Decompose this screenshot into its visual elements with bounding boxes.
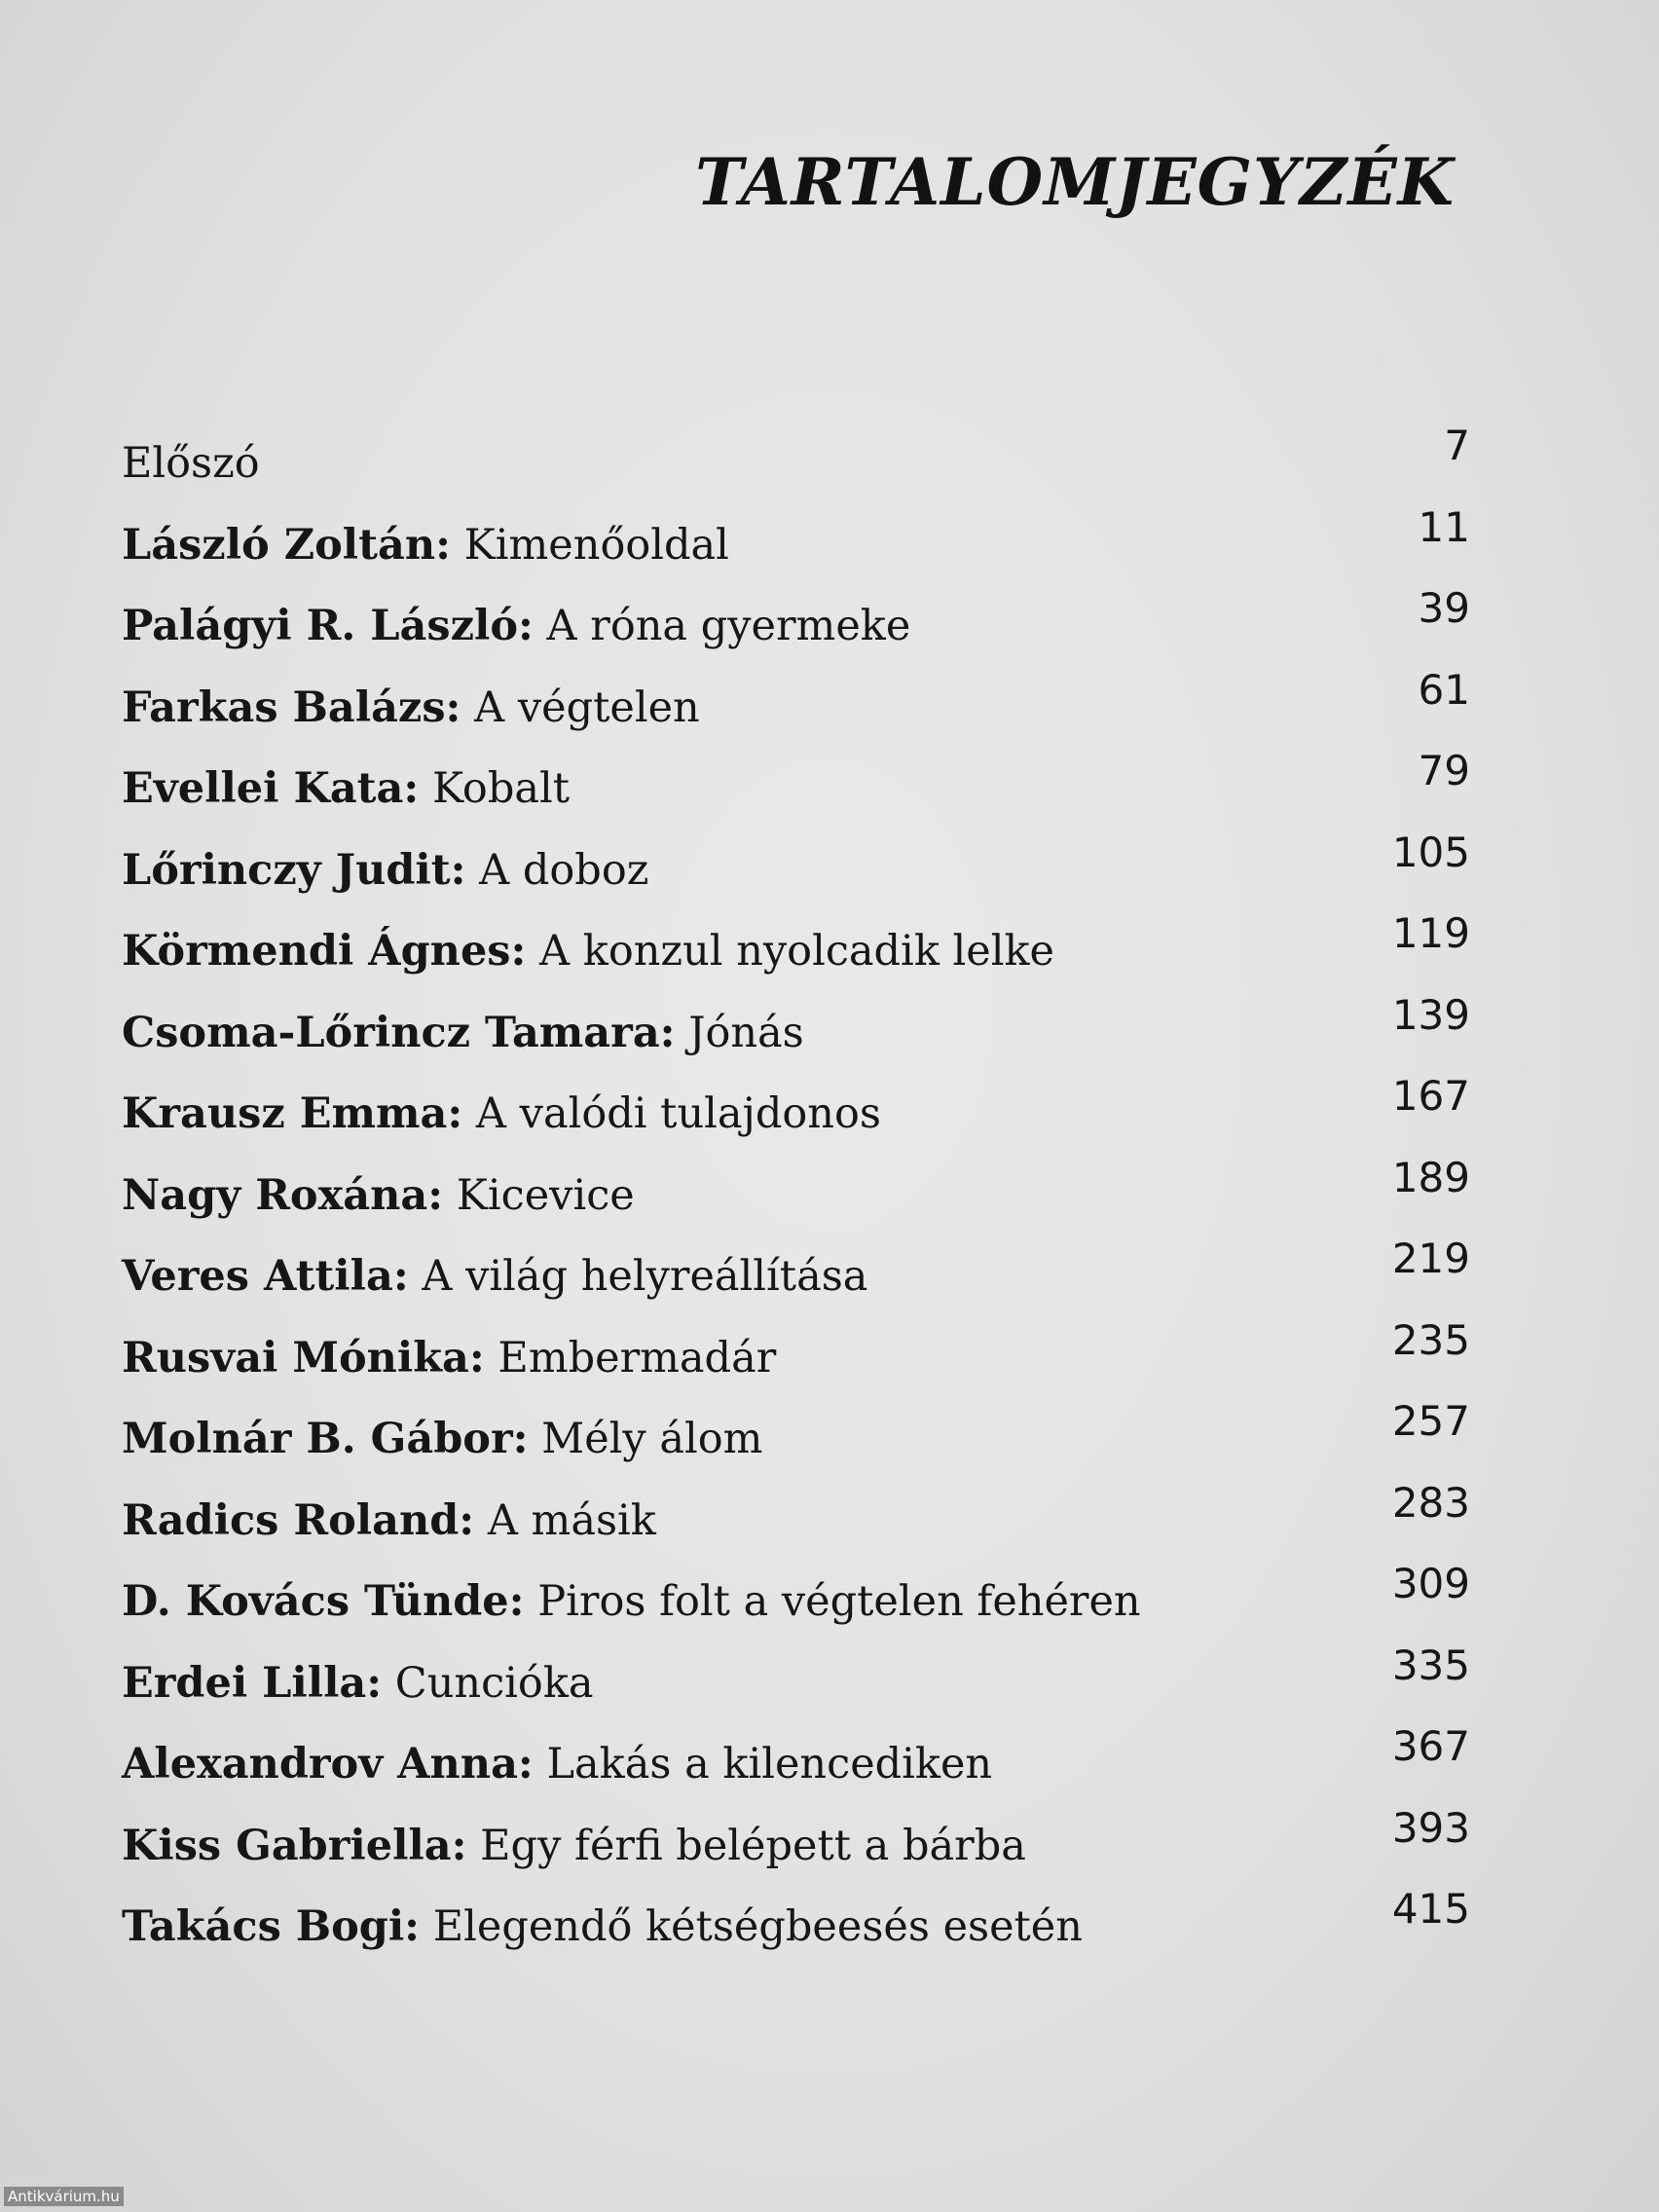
toc-work-title: A doboz — [465, 845, 649, 895]
toc-page-number: 219 — [1391, 1235, 1470, 1282]
toc-page-number: 283 — [1391, 1478, 1470, 1527]
toc-work-title: A másik — [474, 1495, 656, 1545]
toc-entry-title — [122, 1735, 992, 1793]
toc-work-title: A végtelen — [461, 682, 700, 732]
toc-work-title: Piros folt a végtelen fehéren — [524, 1577, 1141, 1626]
toc-page-number: 335 — [1391, 1641, 1470, 1689]
toc-author: Evellei Kata: — [122, 764, 420, 813]
toc-author: Rusvai Mónika: — [122, 1333, 485, 1382]
toc-author: Farkas Balázs: — [122, 682, 461, 732]
toc-entry-title — [122, 1654, 594, 1713]
toc-work-title: Cuncióka — [382, 1658, 594, 1708]
toc-author: Kiss Gabriella: — [122, 1821, 467, 1870]
toc-author: Csoma-Lőrincz Tamara: — [122, 1008, 676, 1057]
toc-entry — [122, 824, 1470, 905]
toc-work-title: Előszó — [122, 439, 260, 488]
toc-page-number: 167 — [1391, 1072, 1470, 1120]
toc-entry — [122, 904, 1470, 986]
toc-page-number: 39 — [1418, 584, 1470, 632]
toc-page-number: 235 — [1391, 1315, 1470, 1364]
toc-author: László Zoltán: — [122, 520, 451, 570]
toc-entry — [122, 1637, 1470, 1718]
toc-entry-title — [122, 1085, 881, 1143]
toc-entry — [122, 1880, 1470, 1962]
toc-entry-title — [122, 1817, 1026, 1875]
toc-entry — [122, 579, 1470, 661]
toc-work-title: A valódi tulajdonos — [462, 1089, 881, 1138]
toc-author: Takács Bogi: — [122, 1902, 421, 1951]
toc-work-title: A világ helyreállítása — [408, 1252, 868, 1301]
toc-work-title: Kobalt — [419, 764, 571, 813]
toc-page-number: 309 — [1391, 1560, 1470, 1607]
toc-author: Lőrinczy Judit: — [122, 845, 466, 895]
watermark: Antikvárium.hu — [4, 2187, 124, 2206]
toc-page-number: 139 — [1391, 990, 1470, 1039]
toc-entry-title — [122, 597, 910, 655]
toc-entry — [122, 1392, 1470, 1474]
toc-author: Körmendi Ágnes: — [122, 927, 527, 976]
toc-entry — [122, 498, 1470, 580]
toc-page-number: 61 — [1418, 665, 1470, 714]
toc-work-title: Elegendő kétségbeesés esetén — [420, 1902, 1083, 1951]
toc-author: Veres Attila: — [122, 1252, 409, 1301]
toc-page-number: 119 — [1391, 909, 1470, 957]
toc-entry-title — [122, 1898, 1083, 1956]
toc-entry-title — [122, 679, 700, 737]
toc-work-title: Mély álom — [528, 1415, 763, 1463]
toc-author: Palágyi R. László: — [122, 602, 534, 650]
toc-entry-title — [122, 1004, 804, 1062]
toc-entry — [122, 1717, 1470, 1799]
toc-entry-title — [122, 1329, 776, 1387]
toc-entry — [122, 1230, 1470, 1311]
page-title: TARTALOMJEGYZÉK — [695, 144, 1455, 220]
toc-author: D. Kovács Tünde: — [122, 1577, 525, 1626]
toc-entry-title — [122, 516, 729, 574]
toc-entry-title — [122, 1247, 867, 1306]
toc-entry-title — [122, 841, 648, 900]
toc-page-number: 393 — [1391, 1803, 1470, 1852]
toc-author: Krausz Emma: — [122, 1089, 463, 1138]
toc-entry — [122, 986, 1470, 1068]
toc-entry-title — [122, 759, 570, 818]
toc-entry-title — [122, 922, 1054, 980]
toc-page-number: 105 — [1391, 828, 1470, 876]
toc-work-title: Kicevice — [443, 1170, 635, 1220]
toc-author: Erdei Lilla: — [122, 1658, 383, 1708]
toc-entry-title — [122, 434, 260, 493]
toc-entry-title — [122, 1492, 656, 1550]
toc-author: Molnár B. Gábor: — [122, 1415, 529, 1463]
toc-work-title: Lakás a kilencediken — [533, 1740, 993, 1788]
toc-entry — [122, 742, 1470, 824]
toc-page-number: 11 — [1418, 502, 1470, 551]
toc-entry — [122, 1799, 1470, 1881]
toc-work-title: A róna gyermeke — [533, 602, 911, 650]
toc-entry — [122, 1149, 1470, 1231]
toc-work-title: Embermadár — [484, 1333, 777, 1382]
toc-page-number: 367 — [1391, 1722, 1470, 1770]
toc-entry — [122, 661, 1470, 743]
toc-entry-title — [122, 1410, 762, 1468]
toc-entry — [122, 1067, 1470, 1149]
toc-entry — [122, 417, 1470, 498]
toc-author: Radics Roland: — [122, 1495, 475, 1545]
toc-entry — [122, 1555, 1470, 1637]
toc-page-number: 189 — [1391, 1153, 1470, 1201]
table-of-contents — [122, 417, 1470, 1962]
toc-page-number: 7 — [1444, 422, 1470, 469]
toc-work-title: Egy férfi belépett a bárba — [466, 1821, 1026, 1870]
toc-entry — [122, 1311, 1470, 1393]
toc-work-title: Jónás — [675, 1008, 804, 1057]
toc-entry — [122, 1474, 1470, 1556]
toc-work-title: A konzul nyolcadik lelke — [526, 927, 1054, 976]
toc-work-title: Kimenőoldal — [450, 520, 729, 570]
toc-author: Alexandrov Anna: — [122, 1740, 534, 1788]
toc-page-number: 415 — [1391, 1885, 1470, 1933]
toc-page-number: 79 — [1418, 747, 1470, 794]
toc-page-number: 257 — [1391, 1397, 1470, 1445]
toc-entry-title — [122, 1166, 635, 1225]
toc-author: Nagy Roxána: — [122, 1170, 444, 1220]
toc-entry-title — [122, 1572, 1141, 1631]
